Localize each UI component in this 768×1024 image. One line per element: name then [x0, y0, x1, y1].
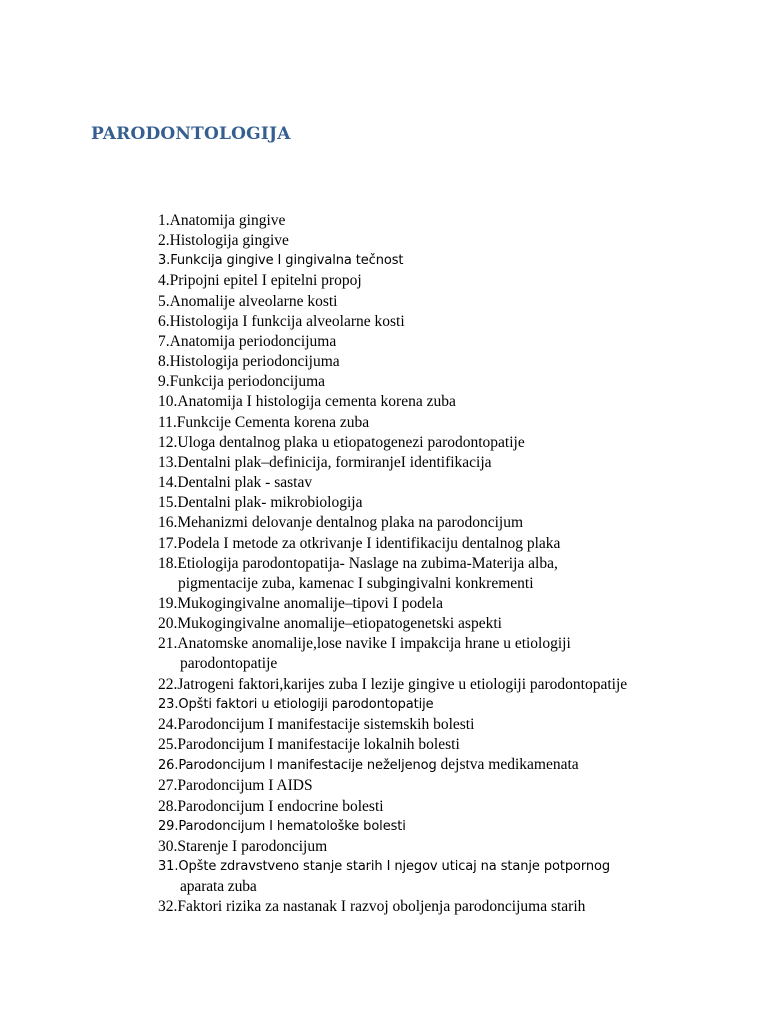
list-item-text: 1.Anatomija gingive — [158, 212, 286, 229]
list-item — [158, 735, 718, 755]
list-item-text: 3.Funkcija gingive I gingivalna tečnost — [158, 253, 404, 269]
list-item — [158, 493, 718, 513]
list-item — [158, 594, 718, 614]
list-item-continuation: aparata zuba — [180, 878, 257, 896]
list-item — [158, 271, 718, 291]
list-item-text: 20.Mukogingivalne anomalije–etiopatogenetski aspekti — [158, 615, 502, 633]
list-item-text: 32.Faktori rizika za nastanak I razvoj oboljenja parodoncijuma starih — [158, 898, 586, 916]
list-item — [158, 513, 718, 533]
list-item — [158, 372, 718, 392]
list-item-text: 14.Dentalni plak - sastav — [158, 474, 313, 492]
list-item — [158, 897, 718, 917]
list-item-text: 24.Parodoncijum I manifestacije sistemskih bolesti — [158, 715, 475, 733]
list-item — [158, 392, 718, 412]
list-item — [158, 755, 718, 776]
list-item-text: 19.Mukogingivalne anomalije–tipovi I podela — [158, 594, 443, 612]
list-item-text: 29.Parodoncijum I hematološke bolesti — [158, 818, 406, 834]
list-item — [158, 312, 718, 332]
list-item — [158, 473, 718, 493]
list-item — [158, 614, 718, 634]
list-item-text: 30.Starenje I parodoncijum — [158, 837, 328, 855]
list-item-continuation: pigmentacije zuba, kamenac I subgingivalni konkrementi — [178, 574, 534, 592]
list-item — [158, 837, 718, 857]
list-item-text: 28.Parodoncijum I endocrine bolesti — [158, 797, 384, 815]
list-item-text: 4.Pripojni epitel I epitelni propoj — [158, 272, 362, 290]
list-item — [158, 695, 718, 715]
list-item-text: 11.Funkcije Cementa korena zuba — [158, 413, 370, 431]
topic-list — [158, 211, 718, 917]
page-title: PARODONTOLOGIJA — [91, 124, 291, 144]
list-item-tail: dejstva medikamenata — [436, 756, 579, 774]
list-item-text: 17.Podela I metode za otkrivanje I identifikaciju dentalnog plaka — [158, 534, 561, 552]
list-item-text: 13.Dentalni plak–definicija, formiranjeI identifikacija — [158, 453, 492, 471]
list-item — [158, 352, 718, 372]
list-item-text: 16.Mehanizmi delovanje dentalnog plaka na parodoncijum — [158, 514, 523, 532]
list-item-text: 10.Anatomija I histologija cementa korena zuba — [158, 393, 456, 411]
list-item — [158, 211, 718, 231]
list-item-text: 5.Anomalije alveolarne kosti — [158, 292, 338, 310]
list-item — [158, 797, 718, 817]
list-item — [158, 453, 718, 473]
list-item — [158, 675, 718, 695]
list-item-text: 26.Parodoncijum I manifestacije neželjenog — [158, 758, 437, 774]
list-item — [158, 251, 718, 271]
list-item-continuation: parodontopatije — [180, 655, 278, 673]
list-item-text: 15.Dentalni plak- mikrobiologija — [158, 494, 363, 512]
list-item-text: 27.Parodoncijum I AIDS — [158, 777, 313, 795]
list-item — [158, 413, 718, 433]
list-item — [158, 433, 718, 453]
list-item-text: 21.Anatomske anomalije,lose navike I impakcija hrane u etiologiji — [158, 635, 571, 653]
list-item-text: 9.Funkcija periodoncijuma — [158, 373, 326, 391]
list-item — [158, 817, 718, 837]
list-item-text: 12.Uloga dentalnog plaka u etiopatogenezi parodontopatije — [158, 433, 525, 451]
list-item-text: 2.Histologija gingive — [158, 232, 289, 250]
list-item — [158, 554, 718, 594]
list-item-text: 18.Etiologija parodontopatija- Naslage na zubima-Materija alba, — [158, 554, 558, 572]
list-item — [158, 715, 718, 735]
list-item — [158, 231, 718, 251]
list-item — [158, 776, 718, 796]
list-item-text: 8.Histologija periodoncijuma — [158, 353, 340, 371]
list-item-text: 6.Histologija I funkcija alveolarne kosti — [158, 312, 405, 330]
list-item-text: 31.Opšte zdravstveno stanje starih I njegov uticaj na stanje potpornog — [158, 859, 610, 874]
list-item — [158, 534, 718, 554]
list-item — [158, 857, 718, 897]
list-item-text: 7.Anatomija periodoncijuma — [158, 332, 337, 350]
list-item-text: 23.Opšti faktori u etiologiji parodontopatije — [158, 696, 434, 712]
list-item-text: 22.Jatrogeni faktori,karijes zuba I lezije gingive u etiologiji parodontopatije — [158, 675, 628, 693]
list-item — [158, 292, 718, 312]
list-item — [158, 332, 718, 352]
list-item — [158, 634, 718, 674]
list-item-text: 25.Parodoncijum I manifestacije lokalnih bolesti — [158, 736, 460, 754]
